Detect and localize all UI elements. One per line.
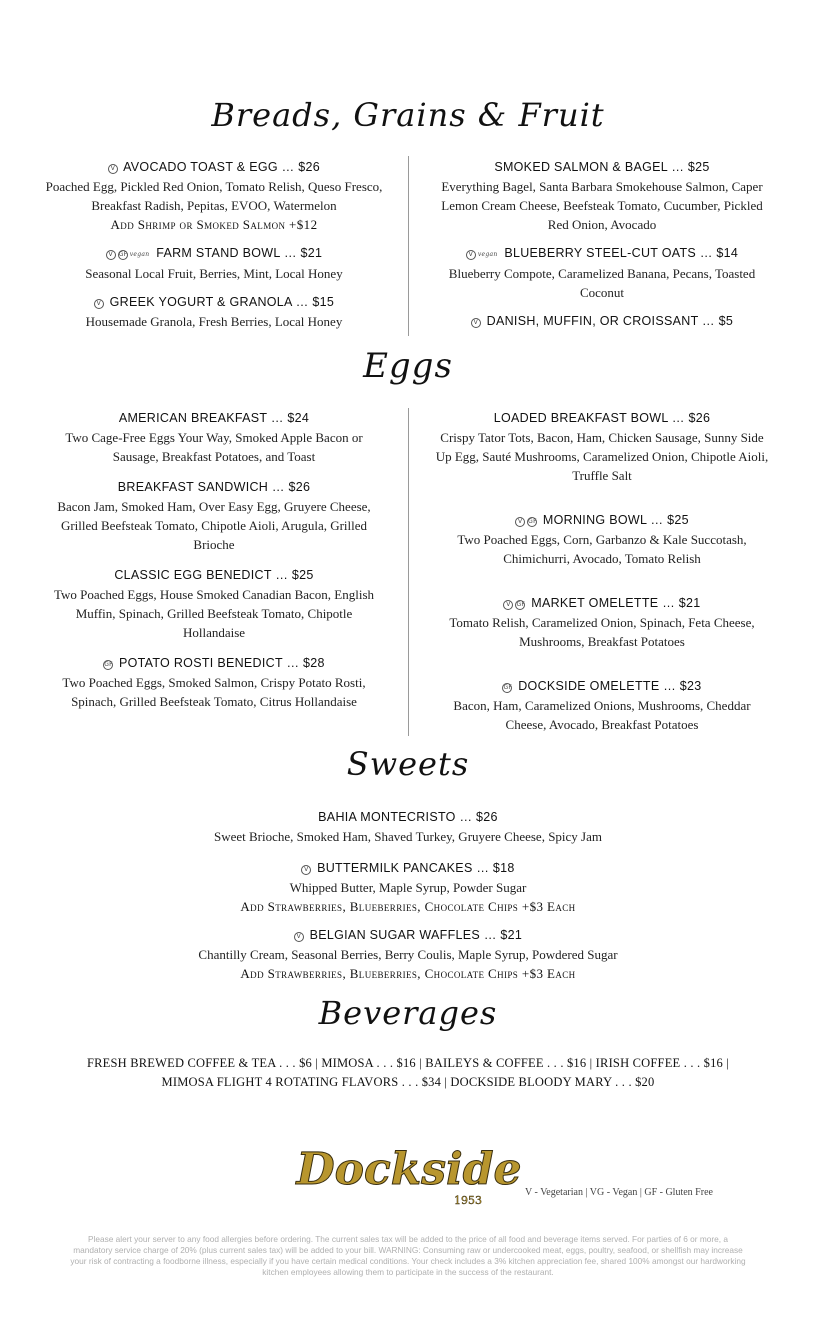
vegetarian-icon: V [94, 299, 104, 309]
section-title-sweets: Sweets [346, 745, 470, 783]
item-name: BAHIA MONTECRISTO … $26 [318, 810, 498, 824]
item-description: Poached Egg, Pickled Red Onion, Tomato Relish, Queso Fresco, Breakfast Radish, Pepitas, EVOO, Watermelon [45, 179, 383, 213]
menu-item-loaded-breakfast-bowl [432, 409, 772, 485]
item-name: BREAKFAST SANDWICH … $26 [117, 480, 311, 494]
menu-item-blueberry-oats [432, 244, 772, 302]
menu-item-smoked-salmon-bagel [432, 158, 772, 234]
dockside-logo [296, 1126, 522, 1208]
dietary-legend: V - Vegetarian | VG - Vegan | GF - Gluten Free [525, 1187, 713, 1198]
breads-left-column [44, 158, 384, 341]
item-name: POTATO ROSTI BENEDICT … $28 [118, 656, 325, 670]
gluten-free-icon: GF [104, 661, 113, 668]
vegan-icon: vegan [129, 251, 150, 258]
section-title-beverages: Beverages [318, 994, 498, 1032]
menu-item-farm-stand-bowl [44, 244, 384, 283]
column-divider [408, 156, 409, 336]
section-title-eggs: Eggs [363, 346, 453, 386]
item-addon: Add Strawberries, Blueberries, Chocolate Chips +$3 Each [240, 899, 576, 914]
vegetarian-icon: V [503, 600, 513, 610]
item-description: Seasonal Local Fruit, Berries, Mint, Local Honey [85, 266, 343, 281]
item-addon: Add Strawberries, Blueberries, Chocolate Chips +$3 Each [240, 966, 576, 981]
item-description: Two Poached Eggs, House Smoked Canadian Bacon, English Muffin, Spinach, Grilled Beefsteak Tomato, Chipotle Hollandaise [53, 587, 375, 640]
item-name: DANISH, MUFFIN, OR CROISSANT … $5 [486, 314, 734, 328]
menu-item-potato-rosti-benedict [44, 654, 384, 711]
sweets-list [0, 808, 816, 993]
item-name: BLUEBERRY STEEL-CUT OATS … $14 [504, 246, 739, 260]
vegetarian-icon: V [471, 318, 481, 328]
item-description: Two Poached Eggs, Corn, Garbanzo & Kale Succotash, Chimichurri, Avocado, Tomato Relish [457, 532, 747, 566]
eggs-right-column [432, 409, 772, 744]
item-description: Housemade Granola, Fresh Berries, Local Honey [85, 314, 343, 329]
item-name: FARM STAND BOWL … $21 [156, 246, 323, 260]
menu-item-danish-muffin [432, 312, 772, 331]
item-name: DOCKSIDE OMELETTE … $23 [518, 679, 702, 693]
vegetarian-icon: V [301, 865, 311, 875]
item-name: MORNING BOWL … $25 [542, 513, 689, 527]
beverages-line-2: MIMOSA FLIGHT 4 ROTATING FLAVORS . . . $34 | DOCKSIDE BLOODY MARY . . . $20 [161, 1075, 655, 1089]
item-name: LOADED BREAKFAST BOWL … $26 [493, 411, 711, 425]
menu-item-dockside-omelette [432, 677, 772, 734]
vegetarian-icon: V [106, 250, 116, 260]
item-description: Crispy Tator Tots, Bacon, Ham, Chicken Sausage, Sunny Side Up Egg, Sauté Mushrooms, Caramelized Onion, Chipotle Aioli, Truffle Salt [435, 430, 769, 483]
gluten-free-icon: GF [528, 518, 537, 525]
menu-item-american-breakfast [44, 409, 384, 466]
menu-item-breakfast-sandwich [44, 478, 384, 554]
menu-item-greek-yogurt [44, 293, 384, 331]
item-description: Bacon Jam, Smoked Ham, Over Easy Egg, Gruyere Cheese, Grilled Beefsteak Tomato, Chipotle Aioli, Arugula, Grilled Brioche [57, 499, 371, 552]
item-name: BELGIAN SUGAR WAFFLES … $21 [309, 928, 523, 942]
vegetarian-icon: V [294, 932, 304, 942]
item-addon: Add Shrimp or Smoked Salmon +$12 [110, 217, 318, 232]
menu-item-classic-benedict [44, 566, 384, 642]
menu-item-bahia-montecristo [0, 808, 816, 846]
gluten-free-icon: GF [118, 251, 128, 258]
column-divider [408, 408, 409, 736]
item-name: CLASSIC EGG BENEDICT … $25 [114, 568, 314, 582]
item-description: Blueberry Compote, Caramelized Banana, Pecans, Toasted Coconut [448, 266, 756, 300]
svg-text:1953: 1953 [454, 1194, 482, 1207]
item-name: SMOKED SALMON & BAGEL … $25 [494, 160, 710, 174]
item-name: MARKET OMELETTE … $21 [531, 596, 701, 610]
vegetarian-icon: V [108, 164, 118, 174]
item-name: AMERICAN BREAKFAST … $24 [118, 411, 310, 425]
disclaimer-text: Please alert your server to any food allergies before ordering. The current sales tax will be added to the price of all food and beverage items served. For parties of 6 or more, a mandatory service charge of 20% (plus current sales tax) will be added to your bill. WARNING: Consuming raw or undercooked meat, eggs, poultry, seafood, or shellfish may increase your risk of contracting a foodborne illness, especially if you have certain medical conditions. Your check includes a 3% kitchen appreciation fee, shared 100% amongst our hardworking kitchen employees allowing them to participate in the success of the restaurant. [70, 1234, 746, 1277]
svg-text:Dockside: Dockside [296, 1144, 522, 1195]
item-description: Whipped Butter, Maple Syrup, Powder Sugar [289, 880, 527, 895]
gluten-free-icon: GF [516, 601, 526, 608]
menu-item-market-omelette [432, 594, 772, 651]
item-description: Two Cage-Free Eggs Your Way, Smoked Apple Bacon or Sausage, Breakfast Potatoes, and Toast [65, 430, 363, 464]
item-description: Bacon, Ham, Caramelized Onions, Mushrooms, Cheddar Cheese, Avocado, Breakfast Potatoes [453, 698, 751, 732]
item-name: GREEK YOGURT & GRANOLA … $15 [109, 295, 335, 309]
item-description: Everything Bagel, Santa Barbara Smokehouse Salmon, Caper Lemon Cream Cheese, Beefsteak Tomato, Cucumber, Pickled Red Onion, Avocado [441, 179, 763, 232]
item-description: Sweet Brioche, Smoked Ham, Shaved Turkey, Gruyere Cheese, Spicy Jam [213, 829, 602, 844]
vegetarian-icon: V [515, 517, 525, 527]
menu-item-morning-bowl [432, 511, 772, 568]
gluten-free-icon: GF [503, 684, 513, 691]
item-description: Chantilly Cream, Seasonal Berries, Berry Coulis, Maple Syrup, Powdered Sugar [198, 947, 618, 962]
item-description: Two Poached Eggs, Smoked Salmon, Crispy Potato Rosti, Spinach, Grilled Beefsteak Tomato, Citrus Hollandaise [62, 675, 366, 709]
menu-item-belgian-waffles [0, 926, 816, 983]
section-title-breads: Breads, Grains & Fruit [211, 96, 605, 134]
breads-right-column [432, 158, 772, 341]
menu-item-avocado-toast [44, 158, 384, 234]
item-description: Tomato Relish, Caramelized Onion, Spinach, Feta Cheese, Mushrooms, Breakfast Potatoes [449, 615, 755, 649]
vegetarian-icon: V [466, 250, 476, 260]
vegan-icon: vegan [477, 251, 498, 258]
item-name: AVOCADO TOAST & EGG … $26 [123, 160, 320, 174]
beverages-line-1: FRESH BREWED COFFEE & TEA . . . $6 | MIMOSA . . . $16 | BAILEYS & COFFEE . . . $16 | IRISH COFFEE . . . $16 | [86, 1056, 730, 1070]
menu-item-buttermilk-pancakes [0, 859, 816, 916]
eggs-left-column [44, 409, 384, 721]
item-name: BUTTERMILK PANCAKES … $18 [317, 861, 515, 875]
